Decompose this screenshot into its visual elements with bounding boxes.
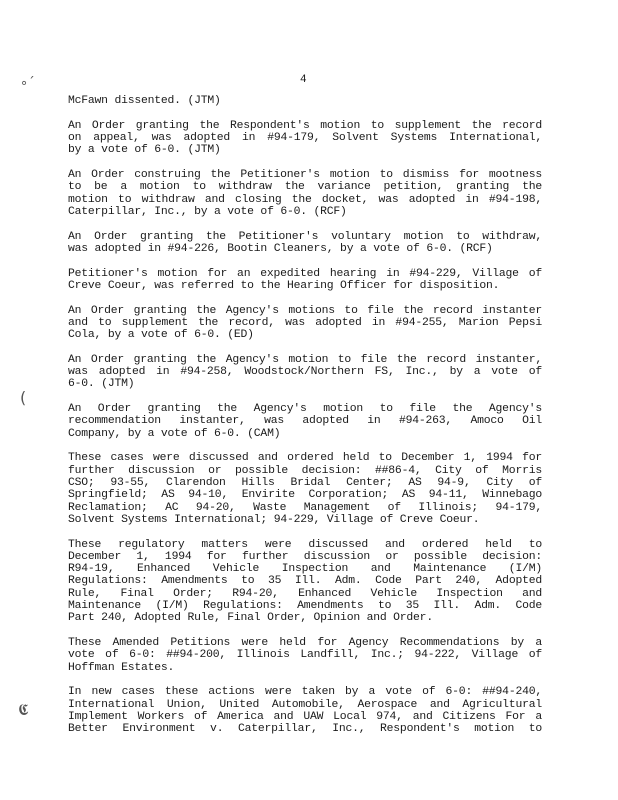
paragraph bbox=[68, 268, 542, 293]
text-line: motion to withdraw and closing the docket, was adopted in #94-198, bbox=[68, 193, 542, 206]
text-line: Springfield; AS 94-10, Envirite Corporation; AS 94-11, Winnebago bbox=[68, 489, 542, 502]
text-line: McFawn dissented. (JTM) bbox=[68, 95, 221, 107]
text-line: Regulations: Amendments to 35 Ill. Adm. Code Part 240, Adopted bbox=[68, 575, 542, 588]
paragraph bbox=[68, 95, 542, 107]
text-line: An Order granting the Petitioner's voluntary motion to withdraw, bbox=[68, 230, 542, 243]
page-number: 4 bbox=[300, 74, 307, 86]
text-line: These Amended Petitions were held for Agency Recommendations by a bbox=[68, 637, 542, 649]
text-line: Creve Coeur, was referred to the Hearing Officer for disposition. bbox=[68, 279, 500, 292]
text-line: These cases were discussed and ordered held to December 1, 1994 for bbox=[68, 452, 542, 465]
text-line: December 1, 1994 for further discussion or possible decision: bbox=[68, 550, 542, 563]
text-line: Reclamation; AC 94-20, Waste Management of Illinois; 94-179, bbox=[68, 501, 542, 514]
text-line: further discussion or possible decision: ##86-4, City of Morris bbox=[68, 464, 542, 477]
text-line: recommendation instanter, was adopted in #94-263, Amoco Oil bbox=[68, 415, 542, 428]
text-line: by a vote of 6-0. (JTM) bbox=[68, 144, 221, 157]
paragraph bbox=[68, 120, 542, 157]
paragraph bbox=[68, 452, 542, 526]
text-line: to be a motion to withdraw the variance petition, granting the bbox=[68, 181, 542, 194]
text-line: vote of 6-0: ##94-200, Illinois Landfill, Inc.; 94-222, Village of bbox=[68, 649, 542, 662]
paragraph bbox=[68, 305, 542, 342]
text-line: CSO; 93-55, Clarendon Hills Bridal Center; AS 94-9, City of bbox=[68, 476, 542, 489]
scan-mark-bottom: 𝕮 bbox=[18, 700, 29, 719]
paragraph bbox=[68, 169, 542, 218]
text-line: Petitioner's motion for an expedited hearing in #94-229, Village of bbox=[68, 267, 542, 280]
text-line: was adopted in #94-258, Woodstock/Northern FS, Inc., by a vote of bbox=[68, 366, 542, 379]
scan-mark-middle: ( bbox=[20, 388, 27, 407]
text-line: Implement Workers of America and UAW Local 974, and Citizens For a bbox=[68, 710, 542, 723]
text-line: 6-0. (JTM) bbox=[68, 378, 135, 391]
text-line: Maintenance (I/M) Regulations: Amendments to 35 Ill. Adm. Code bbox=[68, 600, 542, 613]
text-line: An Order granting the Agency's motion to file the Agency's bbox=[68, 403, 542, 416]
document-body bbox=[68, 95, 542, 748]
text-line: Part 240, Adopted Rule, Final Order, Opinion and Order. bbox=[68, 612, 433, 625]
text-line: These regulatory matters were discussed and ordered held to bbox=[68, 538, 542, 551]
text-line: Solvent Systems International; 94-229, Village of Creve Coeur. bbox=[68, 513, 480, 526]
text-line: In new cases these actions were taken by a vote of 6-0: ##94-240, bbox=[68, 686, 542, 699]
text-line: An Order granting the Agency's motion to file the record instanter, bbox=[68, 353, 542, 366]
text-line: Hoffman Estates. bbox=[68, 661, 175, 674]
paragraph bbox=[68, 637, 542, 674]
text-line: and to supplement the record, was adopted in #94-255, Marion Pepsi bbox=[68, 316, 542, 329]
text-line: Cola, by a vote of 6-0. (ED) bbox=[68, 329, 254, 342]
paragraph bbox=[68, 686, 542, 735]
text-line: An Order construing the Petitioner's motion to dismiss for mootness bbox=[68, 168, 542, 181]
text-line: Company, by a vote of 6-0. (CAM) bbox=[68, 427, 281, 440]
paragraph bbox=[68, 354, 542, 391]
scan-mark-top: ∘´ bbox=[20, 76, 35, 91]
text-line: Rule, Final Order; R94-20, Enhanced Vehicle Inspection and bbox=[68, 587, 542, 600]
text-line: Better Environment v. Caterpillar, Inc., Respondent's motion to bbox=[68, 723, 542, 736]
text-line: on appeal, was adopted in #94-179, Solvent Systems International, bbox=[68, 131, 542, 144]
text-line: R94-19, Enhanced Vehicle Inspection and Maintenance (I/M) bbox=[68, 563, 542, 576]
text-line: An Order granting the Respondent's motion to supplement the record bbox=[68, 119, 542, 132]
text-line: Caterpillar, Inc., by a vote of 6-0. (RCF) bbox=[68, 205, 347, 218]
text-line: was adopted in #94-226, Bootin Cleaners, by a vote of 6-0. (RCF) bbox=[68, 242, 493, 255]
paragraph bbox=[68, 231, 542, 256]
text-line: An Order granting the Agency's motions to file the record instanter bbox=[68, 304, 542, 317]
text-line: International Union, United Automobile, Aerospace and Agricultural bbox=[68, 698, 542, 711]
paragraph bbox=[68, 403, 542, 440]
paragraph bbox=[68, 539, 542, 625]
